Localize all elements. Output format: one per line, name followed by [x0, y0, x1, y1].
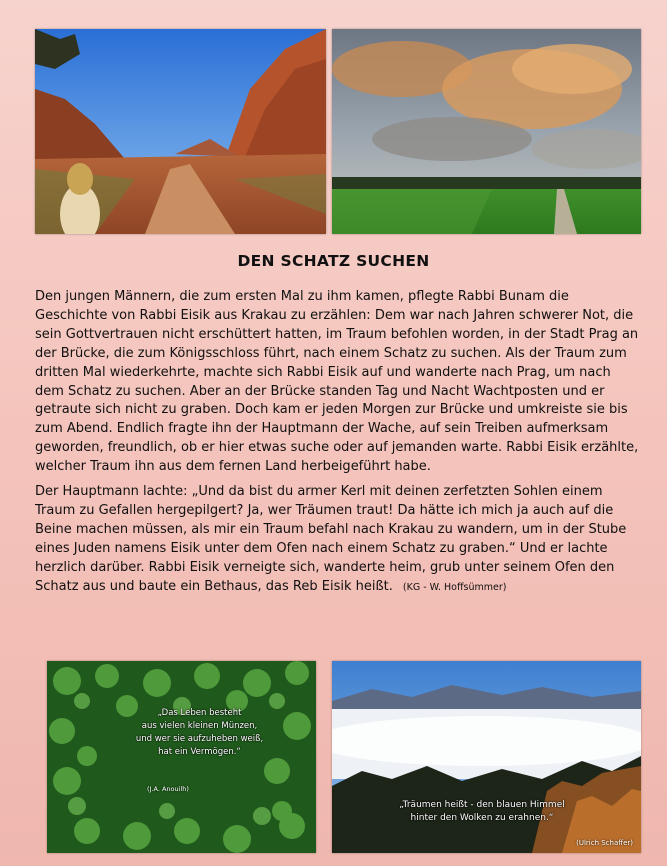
story-text	[35, 288, 640, 604]
source-citation: (KG - W. Hoffsümmer)	[402, 581, 507, 593]
clover-photo	[47, 661, 316, 853]
fog-quote: „Träumen heißt - den blauen Himmel hinter den Wolken zu erahnen.“	[399, 800, 565, 823]
story-paragraph: Der Hauptmann lachte: „Und da bist du armer Kerl mit deinen zerfetzten Sohlen einem Traum zu Gefallen hergepilgert? Ja, wer Träumen traut! Da hätte ich mich ja auch auf die Beine machen müssen, als mir ein Traum befahl nach Krakau zu wandern, um in der Stube eines Juden namens Eisik unter dem Ofen nach einem Schatz zu graben.“ Und er lachte herzlich darüber. Rabbi Eisik verneigte sich, wanderte heim, grub unter seinem Ofen den Schatz aus und baute ein Bethaus, das Reb Eisik heißt. (KG - W. Hoffsümmer)	[35, 484, 627, 594]
story-paragraph: Den jungen Männern, die zum ersten Mal zu ihm kamen, pflegte Rabbi Bunam die Geschichte von Rabbi Eisik aus Krakau zu erzählen: Dem war nach Jahren schwerer Not, die sein Gottvertrauen nicht erschüttert hatten, im Traum befohlen worden, in der Stadt Prag an der Brücke, die zum Königsschloss führt, nach einem Schatz zu suchen. Als der Traum zum dritten Mal wiederkehrte, machte sich Rabbi Eisik auf und wanderte nach Prag, um nach dem Schatz zu suchen. Aber an der Brücke standen Tag und Nacht Wachtposten und er getraute sich nicht zu graben. Doch kam er jeden Morgen zur Brücke und umkreiste sie bis zum Abend. Endlich fragte ihn der Hauptmann der Wache, auf sein Treiben aufmerksam geworden, freundlich, ob er hier etwas suche oder auf jemanden warte. Rabbi Eisik erzählte, welcher Traum ihn aus dem fernen Land herbeigeführt habe.	[35, 289, 639, 475]
fog-mountains-photo	[332, 661, 641, 853]
fog-quote-author: (Ulrich Schaffer)	[576, 839, 633, 847]
desert-canyon-photo	[35, 29, 326, 234]
clover-quote-author: (J.A. Anouilh)	[147, 785, 189, 793]
page-title: DEN SCHATZ SUCHEN	[237, 252, 430, 270]
clover-quote: „Das Leben besteht aus vielen kleinen Münzen, und wer sie aufzuheben weiß, hat ein Vermögen.“	[135, 708, 264, 757]
cloudy-meadow-photo	[332, 29, 641, 234]
